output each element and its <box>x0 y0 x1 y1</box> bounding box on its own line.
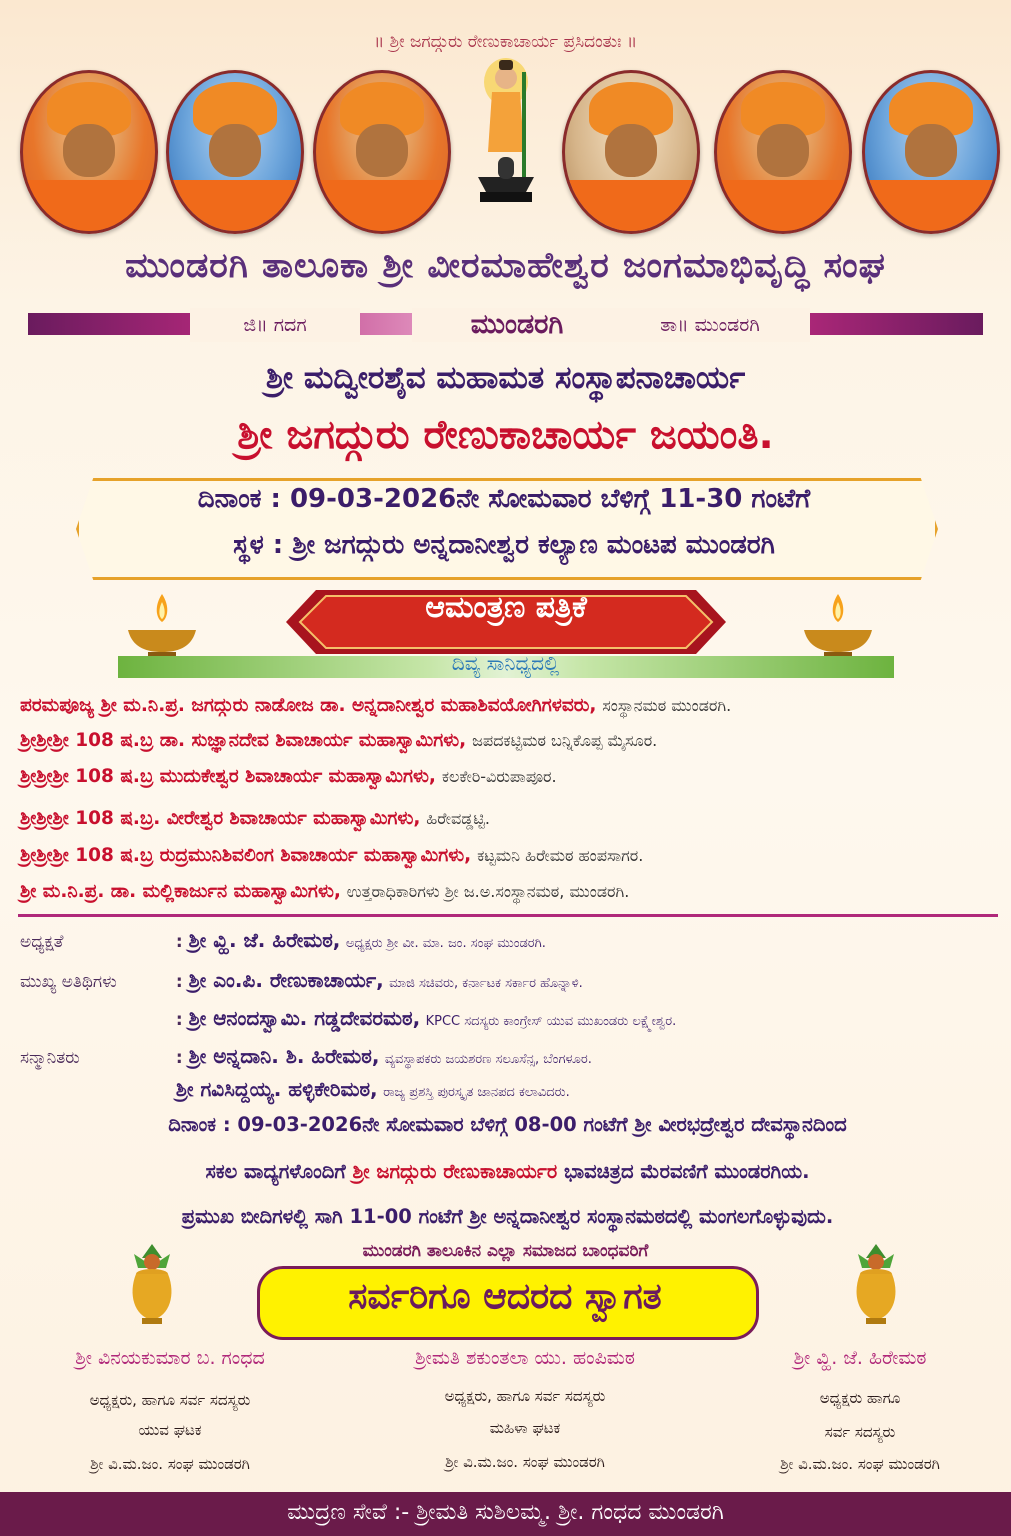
role-label: ಅಧ್ಯಕ್ಷತೆ <box>20 932 64 952</box>
signatory-line: ಶ್ರೀ ವಿ.ಮ.ಜಂ. ಸಂಘ ಮುಂಡರಗಿ <box>780 1455 940 1473</box>
signatory-line: ಅಧ್ಯಕ್ಷರು, ಹಾಗೂ ಸರ್ವ ಸದಸ್ಯರು <box>89 1391 251 1409</box>
kalash-icon <box>846 1244 906 1326</box>
presence-item <box>20 692 995 720</box>
portrait-photo-4 <box>562 70 700 234</box>
procession-line-1: ದಿನಾಂಕ : 09-03-2026ನೇ ಸೋಮವಾರ ಬೆಳಿಗ್ಗೆ 08-00 ಗಂಟೆಗೆ ಶ್ರೀ ವೀರಭದ್ರೇಶ್ವರ ದೇವಸ್ಥಾನದಿಂದ <box>168 1113 847 1136</box>
signatory-name: ಶ್ರೀ ವಿನಯಕುಮಾರ ಬ. ಗಂಧದ <box>75 1347 265 1369</box>
heading-jayanti: ಶ್ರೀ ಜಗದ್ಗುರು ರೇಣುಕಾಚಾರ್ಯ ಜಯಂತಿ. <box>237 412 774 458</box>
section-divider <box>18 914 998 917</box>
signatory-line: ಅಧ್ಯಕ್ಷರು ಹಾಗೂ <box>819 1389 901 1407</box>
town-label: ಮುಂಡರಗಿ <box>412 308 622 342</box>
role-label: ಮುಖ್ಯ ಅತಿಥಿಗಳು <box>20 972 117 992</box>
role-person: ಶ್ರೀ ಅನ್ನದಾನಿ. ಶಿ. ಹಿರೇಮಠ, <box>188 1044 380 1068</box>
kalash-icon <box>122 1244 182 1326</box>
presence-name: ಶ್ರೀ ಮ.ನಿ.ಪ್ರ. ಡಾ. ಮಲ್ಲಿಕಾರ್ಜುನ ಮಹಾಸ್ವಾಮಿಗಳು, <box>20 881 341 902</box>
portrait-photo-1 <box>20 70 158 234</box>
event-date: ದಿನಾಂಕ : 09-03-2026ನೇ ಸೋಮವಾರ ಬೆಳಿಗ್ಗೆ 11-30 ಗಂಟೆಗೆ <box>197 484 811 514</box>
role-person: ಶ್ರೀ ಎಂ.ಪಿ. ರೇಣುಕಾಚಾರ್ಯ, <box>188 968 384 992</box>
presence-name: ಶ್ರೀಶ್ರೀಶ್ರೀ 108 ಷ.ಬ್ರ ಡಾ. ಸುಜ್ಞಾನದೇವ ಶಿವಾಚಾರ್ಯ ಮಹಾಸ್ವಾಮಿಗಳು, <box>20 730 467 751</box>
oil-lamp-icon <box>800 590 876 660</box>
procession-line-3: ಪ್ರಮುಖ ಬೀದಿಗಳಲ್ಲಿ ಸಾಗಿ 11-00 ಗಂಟೆಗೆ ಶ್ರೀ ಅನ್ನದಾನೀಶ್ವರ ಸಂಸ್ಥಾನಮಠದಲ್ಲಿ ಮಂಗಲಗೊಳ್ಳುವುದು. <box>181 1205 834 1228</box>
invitation-title: ಆಮಂತ್ರಣ ಪತ್ರಿಕೆ <box>425 590 587 625</box>
presence-item <box>20 727 995 755</box>
signatory-name: ಶ್ರೀಮತಿ ಶಕುಂತಲಾ ಯು. ಹಂಪಿಮಠ <box>415 1347 635 1369</box>
role-row: ಸನ್ಮಾನಿತರು : ಶ್ರೀ ಅನ್ನದಾನಿ. ಶಿ. ಹಿರೇಮಠ, ವ್ಯವಸ್ಥಾಪಕರು ಜಯಶರಣ ಸಲೂಸೆನ್ಸ, ಬೆಂಗಳೂರ. <box>20 1044 592 1068</box>
community-line: ಮುಂಡರಗಿ ತಾಲೂಕಿನ ಎಲ್ಲಾ ಸಮಾಜದ ಬಾಂಧವರಿಗೆ <box>362 1241 649 1261</box>
signatory-line: ಸರ್ವ ಸದಸ್ಯರು <box>824 1423 896 1441</box>
signatory-line: ಯುವ ಘಟಕ <box>138 1421 202 1439</box>
role-row: ಮುಖ್ಯ ಅತಿಥಿಗಳು : ಶ್ರೀ ಎಂ.ಪಿ. ರೇಣುಕಾಚಾರ್ಯ, ಮಾಜಿ ಸಚಿವರು, ಕರ್ನಾಟಕ ಸರ್ಕಾರ ಹೊನ್ನಾಳಿ. <box>20 968 583 992</box>
presence-label: ದಿವ್ಯ ಸಾನಿಧ್ಯದಲ್ಲಿ <box>451 651 560 675</box>
printing-credit: ಮುದ್ರಣ ಸೇವೆ :- ಶ್ರೀಮತಿ ಸುಶಿಲಮ್ಮ. ಶ್ರೀ. ಗಂಧದ ಮುಂಡರಗಿ <box>287 1500 724 1525</box>
presence-name: ಶ್ರೀಶ್ರೀಶ್ರೀ 108 ಷ.ಬ್ರ. ವೀರೇಶ್ವರ ಶಿವಾಚಾರ್ಯ ಮಹಾಸ್ವಾಮಿಗಳು, <box>20 808 421 829</box>
role-desc: ಮಾಜಿ ಸಚಿವರು, ಕರ್ನಾಟಕ ಸರ್ಕಾರ ಹೊನ್ನಾಳಿ. <box>389 976 583 991</box>
taluk-label: ತಾ॥ ಮುಂಡರಗಿ <box>610 308 810 342</box>
portrait-photo-5 <box>714 70 852 234</box>
signatory-line: ಶ್ರೀ ವಿ.ಮ.ಜಂ. ಸಂಘ ಮುಂಡರಗಿ <box>90 1455 250 1473</box>
oil-lamp-icon <box>124 590 200 660</box>
presence-item <box>20 878 995 906</box>
signatory-name: ಶ್ರೀ ವ್ಹಿ. ಜೆ. ಹಿರೇಮಠ <box>793 1347 927 1369</box>
heading-founder: ಶ್ರೀ ಮದ್ವೀರಶೈವ ಮಹಾಮತ ಸಂಸ್ಥಾಪನಾಚಾರ್ಯ <box>265 360 746 396</box>
presence-item <box>20 763 995 791</box>
signatory-line: ಮಹಿಳಾ ಘಟಕ <box>489 1419 561 1437</box>
role-person: ಶ್ರೀ ಗವಿಸಿದ್ದಯ್ಯ. ಹಳ್ಳಿಕೇರಿಮಠ, <box>175 1077 378 1101</box>
presence-place: ಹಿರೇವಡ್ಡಟ್ಟಿ. <box>426 809 490 828</box>
tagline: ॥ ಶ್ರೀ ಜಗದ್ಗುರು ರೇಣುಕಾಚಾರ್ಯ ಪ್ರಸಿದಂತುಃ ॥ <box>373 32 638 52</box>
role-desc: ವ್ಯವಸ್ಥಾಪಕರು ಜಯಶರಣ ಸಲೂಸೆನ್ಸ, ಬೆಂಗಳೂರ. <box>384 1052 592 1067</box>
role-row <box>20 1077 570 1101</box>
signatory-line: ಶ್ರೀ ವಿ.ಮ.ಜಂ. ಸಂಘ ಮುಂಡರಗಿ <box>445 1453 605 1471</box>
event-venue: ಸ್ಥಳ : ಶ್ರೀ ಜಗದ್ಗುರು ಅನ್ನದಾನೀಶ್ವರ ಕಲ್ಯಾಣ ಮಂಟಪ ಮುಂಡರಗಿ <box>233 530 775 560</box>
role-desc: ಅಧ್ಯಕ್ಷರು ಶ್ರೀ ವೀ. ಮಾ. ಜಂ. ಸಂಘ ಮುಂಡರಗಿ. <box>345 936 546 951</box>
presence-place: ಸಂಸ್ಥಾನಮಠ ಮುಂಡರಗಿ. <box>602 696 732 715</box>
presence-name: ಪರಮಪೂಜ್ಯ ಶ್ರೀ ಮ.ನಿ.ಪ್ರ. ಜಗದ್ಗುರು ನಾಡೋಜ ಡಾ. ಅನ್ನದಾನೀಶ್ವರ ಮಹಾಶಿವಯೋಗಿಗಳವರು, <box>20 695 597 716</box>
signatory-line: ಅಧ್ಯಕ್ಷರು, ಹಾಗೂ ಸರ್ವ ಸದಸ್ಯರು <box>444 1387 606 1405</box>
role-label: ಸನ್ಮಾನಿತರು <box>20 1048 80 1068</box>
presence-place: ಜಪದಕಟ್ಟಿಮಠ ಬನ್ನಿಕೊಪ್ಪ ಮೈಸೂರ. <box>472 731 658 750</box>
portrait-photo-6 <box>862 70 1000 234</box>
welcome-text: ಸರ್ವರಿಗೂ ಆದರದ ಸ್ವಾಗತ <box>348 1276 662 1317</box>
portrait-photo-3 <box>313 70 451 234</box>
presence-item <box>20 805 995 833</box>
role-person: ಶ್ರೀ ಆನಂದಸ್ವಾಮಿ. ಗಡ್ಡದೇವರಮಠ, <box>188 1006 421 1030</box>
procession-line-2: ಸಕಲ ವಾದ್ಯಗಳೊಂದಿಗೆ ಶ್ರೀ ಜಗದ್ಗುರು ರೇಣುಕಾಚಾರ್ಯರ ಭಾವಚಿತ್ರದ ಮೆರವಣಿಗೆ ಮುಂಡರಗಿಯ. <box>205 1160 810 1183</box>
presence-name: ಶ್ರೀಶ್ರೀಶ್ರೀ 108 ಷ.ಬ್ರ ರುದ್ರಮುನಿಶಿವಲಿಂಗ ಶಿವಾಚಾರ್ಯ ಮಹಾಸ್ವಾಮಿಗಳು, <box>20 845 472 866</box>
role-person: ಶ್ರೀ ವ್ಹಿ. ಜೆ. ಹಿರೇಮಠ, <box>188 928 341 952</box>
portrait-photo-2 <box>166 70 304 234</box>
role-row: : ಶ್ರೀ ಆನಂದಸ್ವಾಮಿ. ಗಡ್ಡದೇವರಮಠ, KPCC ಸದಸ್ಯರು ಕಾಂಗ್ರೇಸ್ ಯುವ ಮುಖಂಡರು ಲಕ್ಷ್ಮೇಶ್ವರ. <box>170 1006 677 1030</box>
presence-place: ಕಟ್ಟಮನಿ ಹಿರೇಮಠ ಹಂಪಸಾಗರ. <box>477 846 644 865</box>
renukacharya-idol-image <box>466 52 546 222</box>
role-desc: ರಾಜ್ಯ ಪ್ರಶಸ್ತಿ ಪುರಸ್ಕೃತ ಜಾನಪದ ಕಲಾವಿದರು. <box>383 1085 570 1100</box>
organization-title: ಮುಂಡರಗಿ ತಾಲೂಕಾ ಶ್ರೀ ವೀರಮಾಹೇಶ್ವರ ಜಂಗಮಾಭಿವೃದ್ಧಿ ಸಂಘ <box>125 246 886 286</box>
district-label: ಜಿ॥ ಗದಗ <box>190 308 360 342</box>
presence-name: ಶ್ರೀಶ್ರೀಶ್ರೀ 108 ಷ.ಬ್ರ ಮುದುಕೇಶ್ವರ ಶಿವಾಚಾರ್ಯ ಮಹಾಸ್ವಾಮಿಗಳು, <box>20 766 436 787</box>
role-desc: KPCC ಸದಸ್ಯರು ಕಾಂಗ್ರೇಸ್ ಯುವ ಮುಖಂಡರು ಲಕ್ಷ್ಮೇಶ್ವರ. <box>425 1014 677 1029</box>
role-row: ಅಧ್ಯಕ್ಷತೆ : ಶ್ರೀ ವ್ಹಿ. ಜೆ. ಹಿರೇಮಠ, ಅಧ್ಯಕ್ಷರು ಶ್ರೀ ವೀ. ಮಾ. ಜಂ. ಸಂಘ ಮುಂಡರಗಿ. <box>20 928 546 952</box>
presence-place: ಉತ್ತರಾಧಿಕಾರಿಗಳು ಶ್ರೀ ಜ.ಅ.ಸಂಸ್ಥಾನಮಠ, ಮುಂಡರಗಿ. <box>346 882 630 901</box>
presence-place: ಕಲಕೇರಿ-ವಿರುಪಾಪೂರ. <box>441 767 557 786</box>
presence-item <box>20 842 995 870</box>
